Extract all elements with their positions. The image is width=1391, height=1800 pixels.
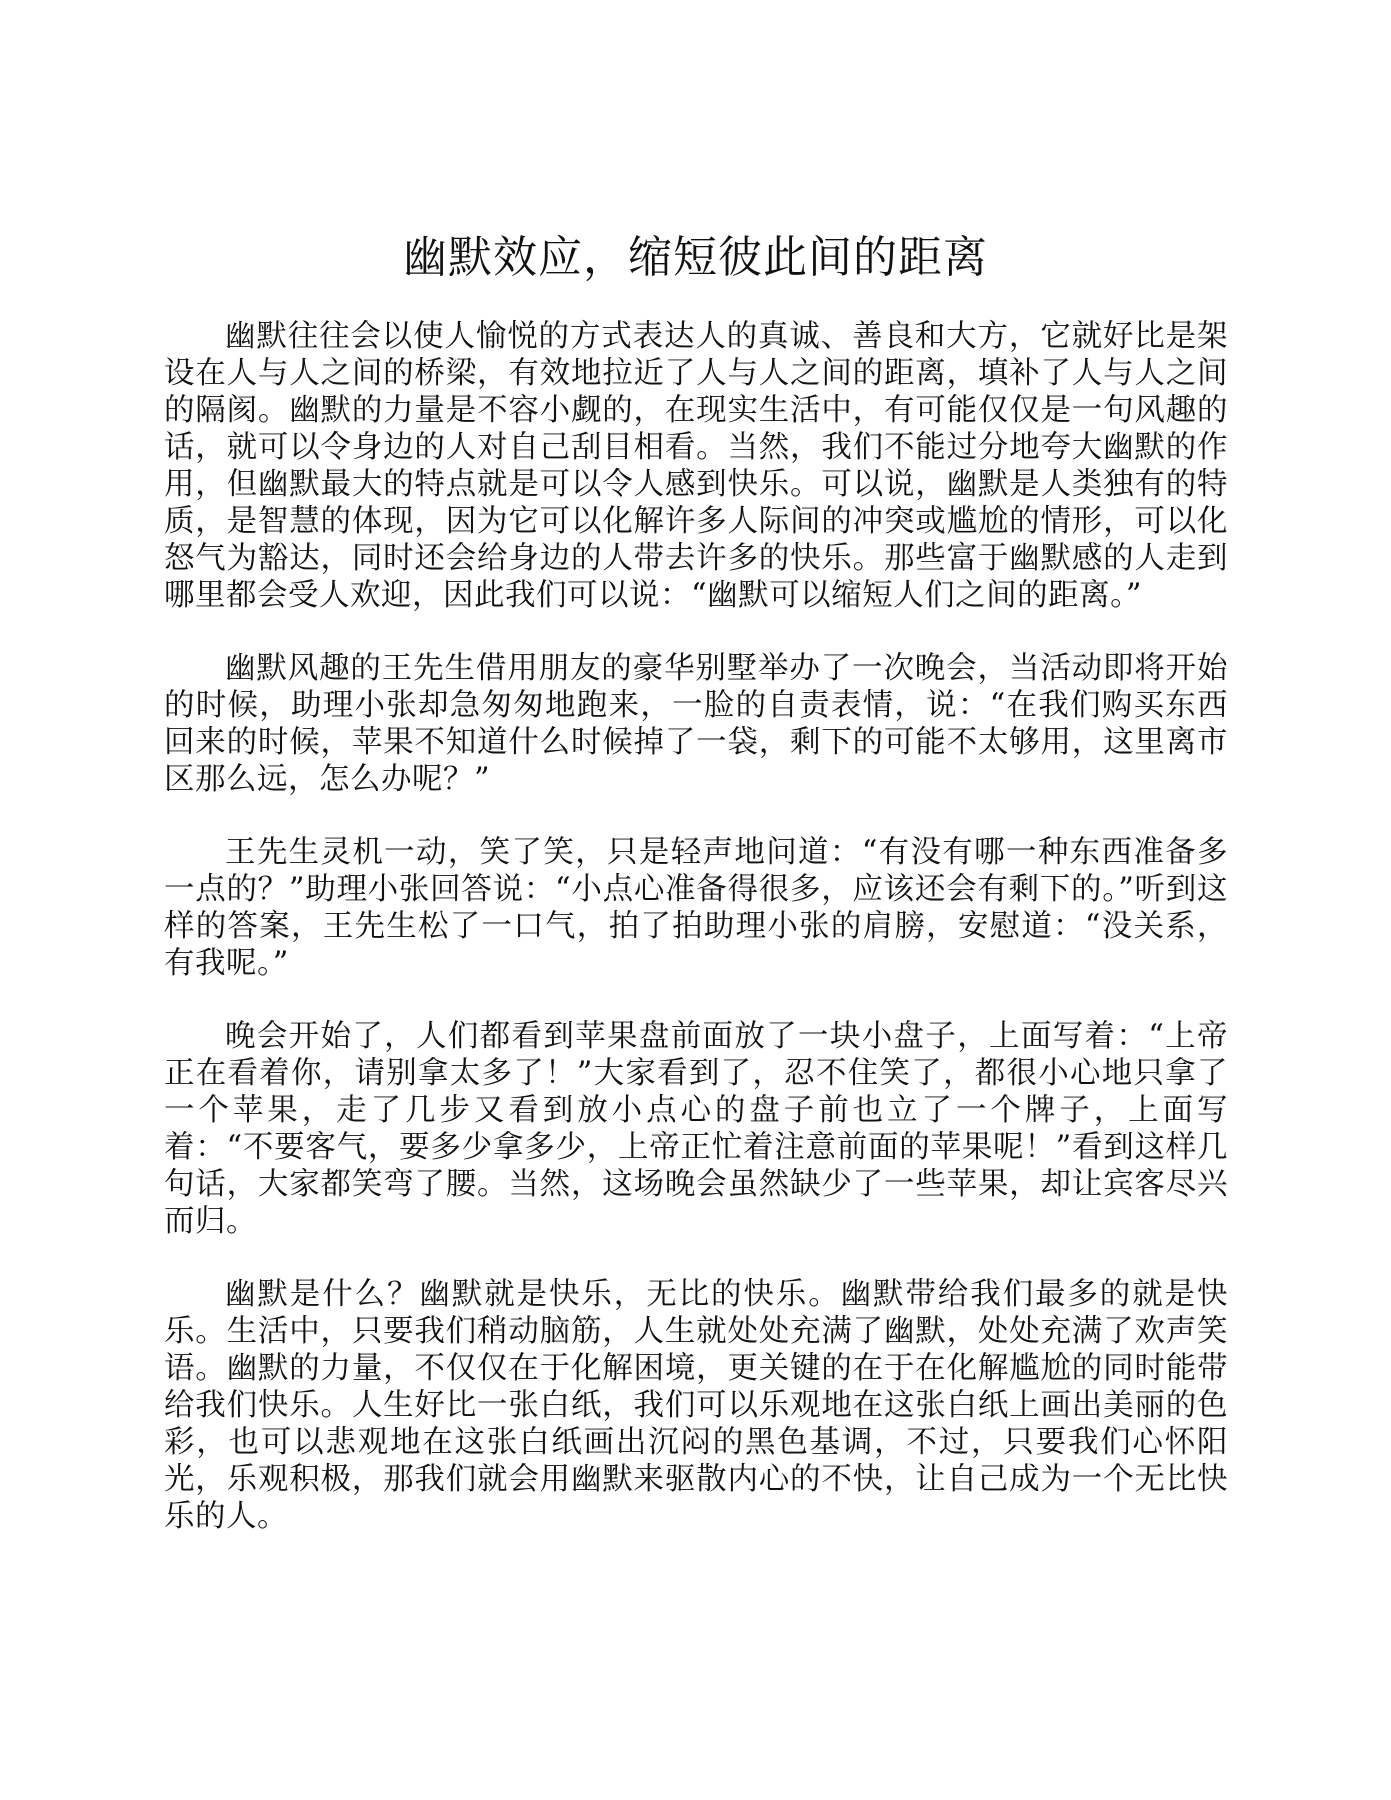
document-title: 幽默效应，缩短彼此间的距离 (403, 232, 988, 283)
paragraph-4: 晚会开始了，人们都看到苹果盘前面放了一块小盘子，上面写着：“上帝正在看着你，请别拿太多了！”大家看到了，忍不住笑了，都很小心地只拿了一个苹果，走了几步又看到放小点心的盘子前也立了一个牌子，上面写着：“不要客气，要多少拿多少，上帝正忙着注意前面的苹果呢！”看到这样几句话，大家都笑弯了腰。当然，这场晚会虽然缺少了一些苹果，却让宾客尽兴而归。 (164, 1019, 1228, 1239)
paragraph-2: 幽默风趣的王先生借用朋友的豪华别墅举办了一次晚会，当活动即将开始的时候，助理小张却急匆匆地跑来，一脸的自责表情，说：“在我们购买东西回来的时候，苹果不知道什么时候掉了一袋，剩下的可能不太够用，这里离市区那么远，怎么办呢？” (164, 651, 1228, 797)
paragraph-1: 幽默往往会以使人愉悦的方式表达人的真诚、善良和大方，它就好比是架设在人与人之间的桥梁，有效地拉近了人与人之间的距离，填补了人与人之间的隔阂。幽默的力量是不容小觑的，在现实生活中，有可能仅仅是一句风趣的话，就可以令身边的人对自己刮目相看。当然，我们不能过分地夸大幽默的作用，但幽默最大的特点就是可以令人感到快乐。可以说，幽默是人类独有的特质，是智慧的体现，因为它可以化解许多人际间的冲突或尴尬的情形，可以化怒气为豁达，同时还会给身边的人带去许多的快乐。那些富于幽默感的人走到哪里都会受人欢迎，因此我们可以说：“幽默可以缩短人们之间的距离。” (164, 319, 1228, 613)
paragraph-5: 幽默是什么？幽默就是快乐，无比的快乐。幽默带给我们最多的就是快乐。生活中，只要我们稍动脑筋，人生就处处充满了幽默，处处充满了欢声笑语。幽默的力量，不仅仅在于化解困境，更关键的在于在化解尴尬的同时能带给我们快乐。人生好比一张白纸，我们可以乐观地在这张白纸上画出美丽的色彩，也可以悲观地在这张白纸画出沉闷的黑色基调，不过，只要我们心怀阳光，乐观积极，那我们就会用幽默来驱散内心的不快，让自己成为一个无比快乐的人。 (164, 1277, 1228, 1534)
document-body (164, 318, 1228, 1571)
paragraph-3: 王先生灵机一动，笑了笑，只是轻声地问道：“有没有哪一种东西准备多一点的？”助理小张回答说：“小点心准备得很多，应该还会有剩下的。”听到这样的答案，王先生松了一口气，拍了拍助理小张的肩膀，安慰道：“没关系，有我呢。” (164, 835, 1228, 981)
